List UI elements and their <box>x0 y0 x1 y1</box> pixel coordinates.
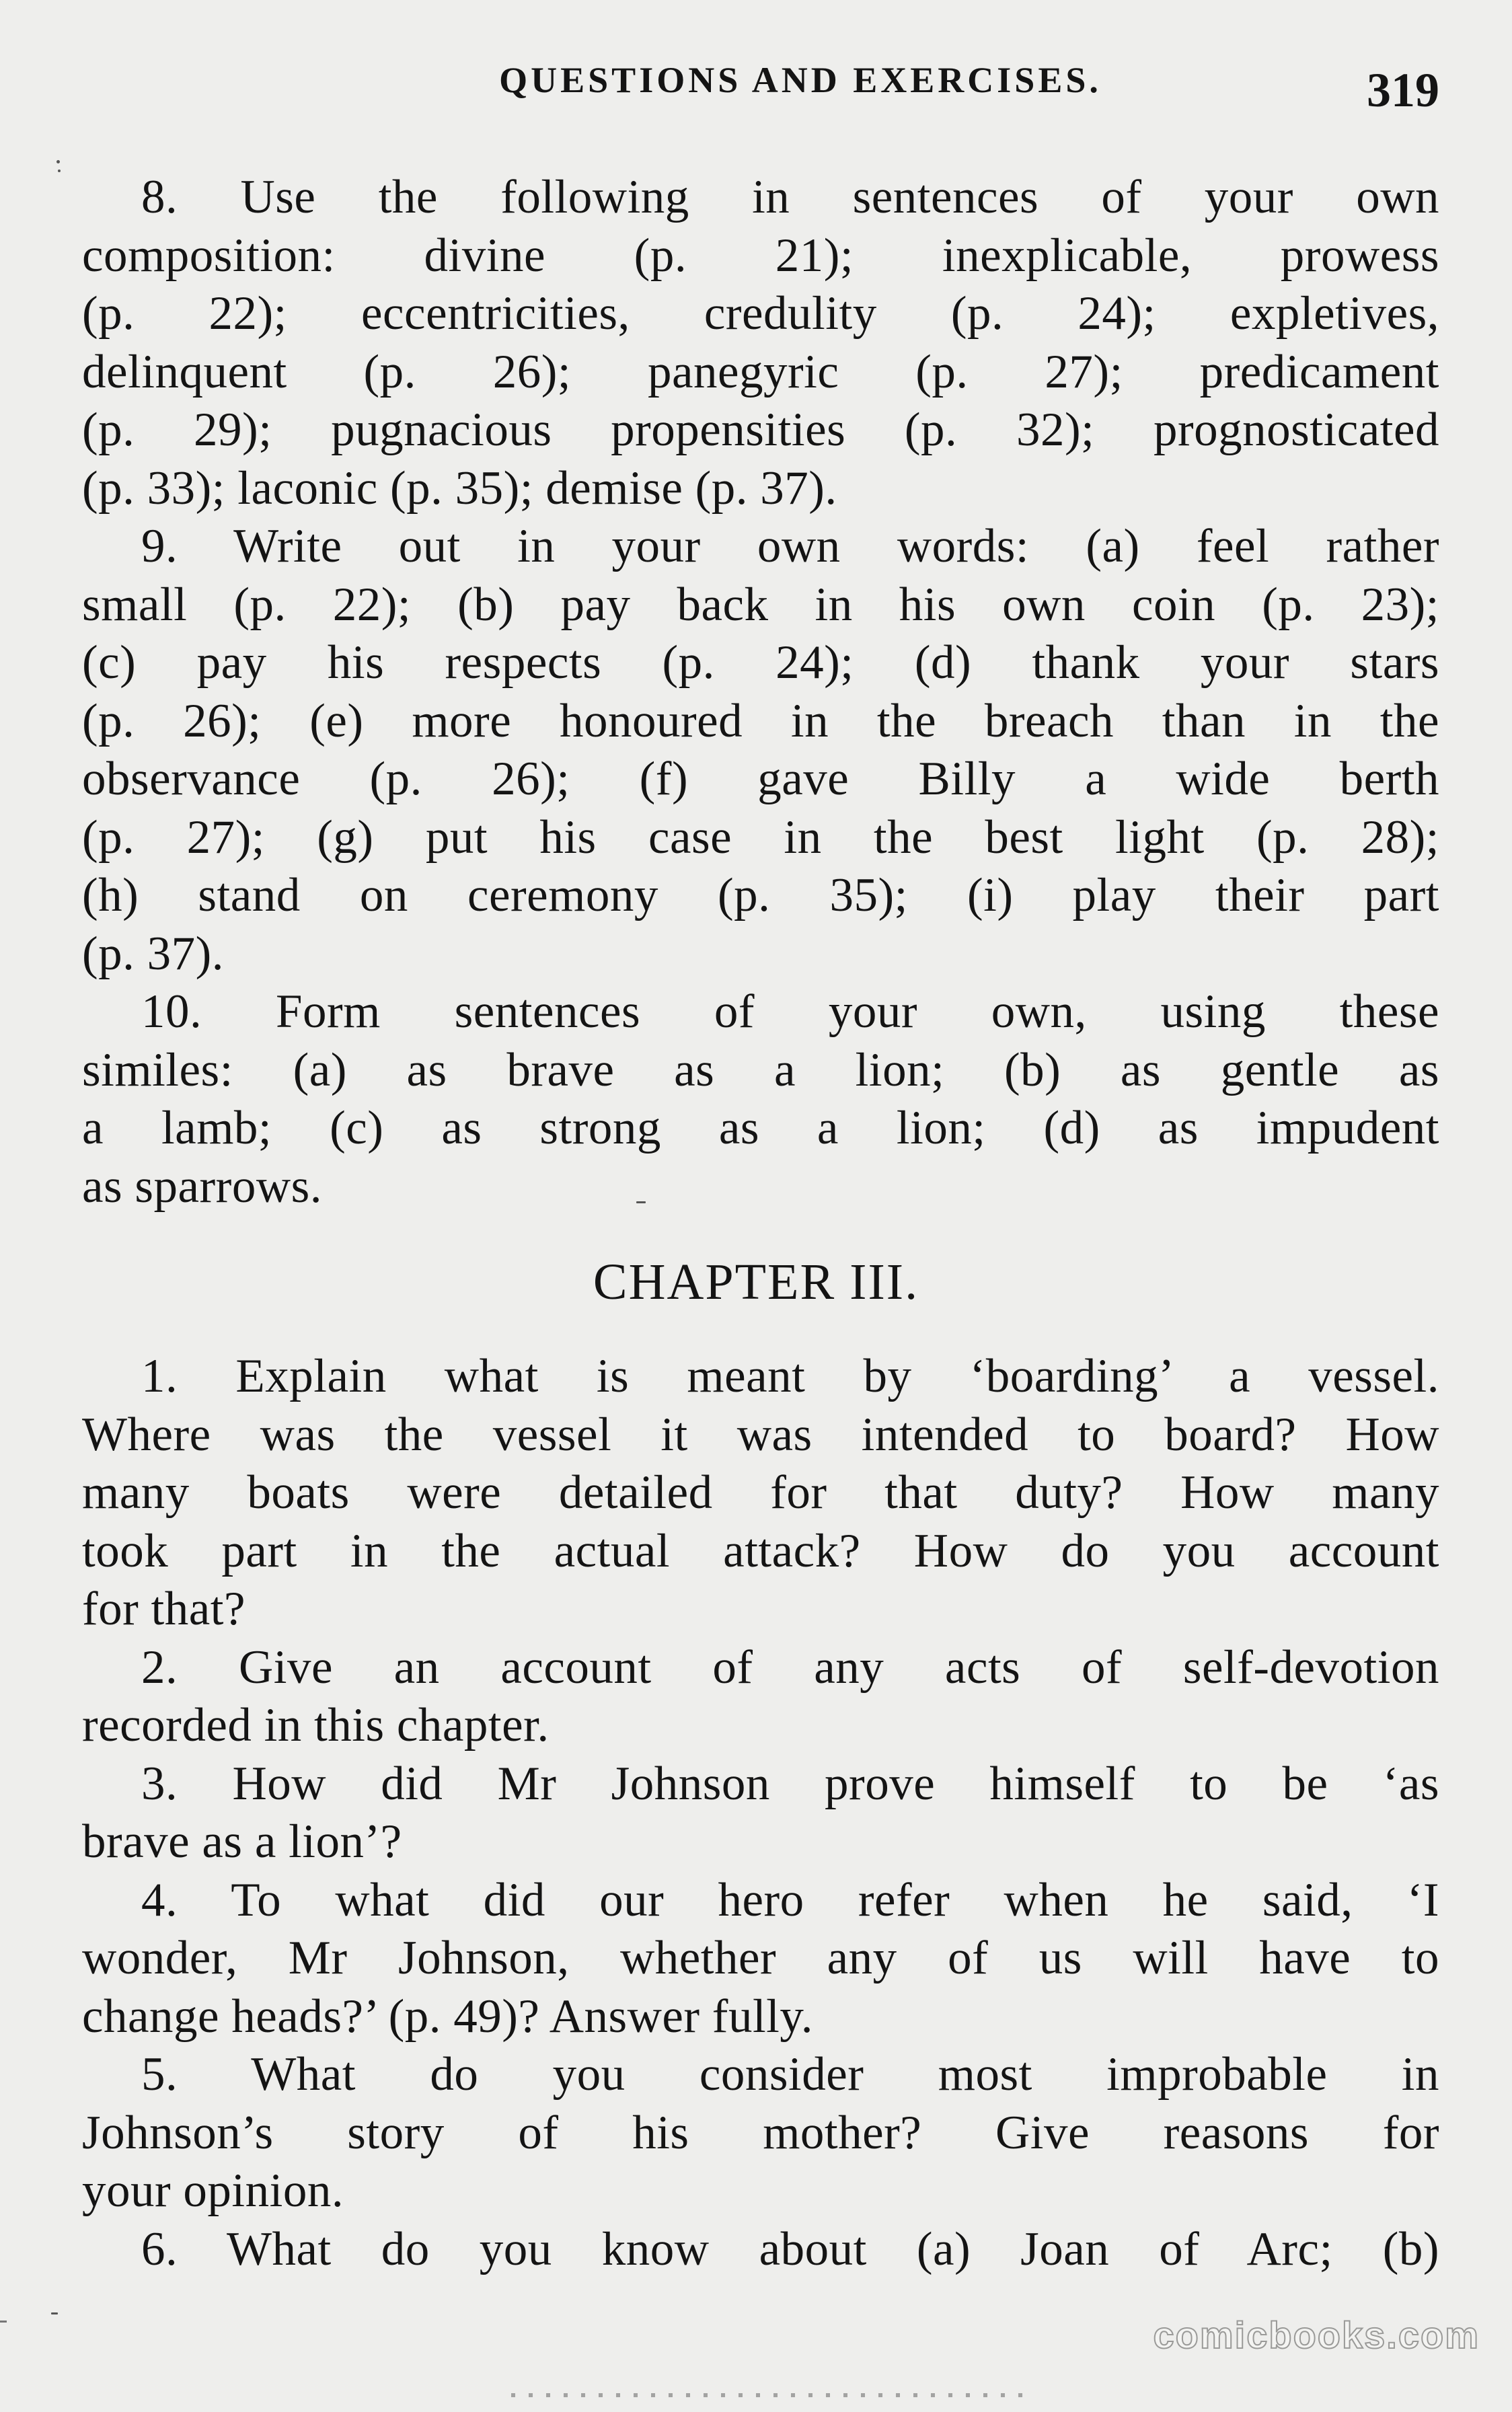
text-line: 8. Use the following in sentences of your own <box>141 171 1439 223</box>
text-line: 3. How did Mr Johnson prove himself to be ‘as <box>141 1757 1439 1810</box>
text-line: 9. Write out in your own words: (a) feel rather <box>141 520 1439 572</box>
running-title: QUESTIONS AND EXERCISES. <box>499 60 1102 100</box>
text-line: small (p. 22); (b) pay back in his own coin (p. 23); <box>82 578 1439 631</box>
text-line: 5. What do you consider most improbable in <box>141 2048 1439 2101</box>
text-line: (p. 29); pugnacious propensities (p. 32); prognosticated <box>82 404 1439 456</box>
exercises-chapter-ii-continued <box>82 168 1439 1215</box>
text-line: Where was the vessel it was intended to board? How <box>82 1408 1439 1461</box>
text-line: (p. 22); eccentricities, credulity (p. 24); expletives, <box>82 287 1439 340</box>
text-line: composition: divine (p. 21); inexplicable, prowess <box>82 229 1439 282</box>
watermark: comicbooks.com <box>1153 2314 1480 2356</box>
text-line: recorded in this chapter. <box>82 1699 550 1751</box>
text-line: as sparrows. <box>82 1160 322 1213</box>
scan-smudge <box>511 2393 1022 2397</box>
scan-speck <box>636 1201 646 1203</box>
text-line: 2. Give an account of any acts of self-devotion <box>141 1641 1439 1694</box>
text-line: Johnson’s story of his mother? Give reasons for <box>82 2106 1439 2159</box>
text-line: brave as a lion’? <box>82 1815 402 1868</box>
text-line: (p. 37). <box>82 927 225 980</box>
text-line: delinquent (p. 26); panegyric (p. 27); predicament <box>82 345 1439 398</box>
text-line: similes: (a) as brave as a lion; (b) as gentle as <box>82 1043 1439 1096</box>
text-line: (p. 33); laconic (p. 35); demise (p. 37). <box>82 461 837 515</box>
text-line: your opinion. <box>82 2164 344 2217</box>
text-line: (p. 26); (e) more honoured in the breach than in the <box>82 694 1439 747</box>
scan-mark <box>0 2321 7 2323</box>
text-line: observance (p. 26); (f) gave Billy a wide berth <box>82 753 1439 805</box>
text-line: (p. 27); (g) put his case in the best light (p. 28); <box>82 811 1439 864</box>
text-line: 10. Form sentences of your own, using these <box>141 985 1439 1038</box>
text-line: 6. What do you know about (a) Joan of Arc; (b) <box>141 2222 1439 2275</box>
scan-speck <box>56 160 60 163</box>
scan-speck <box>51 2312 58 2314</box>
text-line: 1. Explain what is meant by ‘boarding’ a vessel. <box>141 1350 1439 1402</box>
text-line: a lamb; (c) as strong as a lion; (d) as impudent <box>82 1102 1439 1154</box>
text-line: (c) pay his respects (p. 24); (d) thank your stars <box>82 636 1439 689</box>
scan-speck <box>58 169 61 172</box>
text-line: took part in the actual attack? How do you account <box>82 1524 1439 1577</box>
page-number: 319 <box>1367 63 1439 117</box>
exercises-chapter-iii <box>82 1347 1439 2278</box>
text-line: (h) stand on ceremony (p. 35); (i) play their part <box>82 869 1439 921</box>
text-line: 4. To what did our hero refer when he said, ‘I <box>141 1873 1439 1926</box>
text-line: many boats were detailed for that duty? How many <box>82 1466 1439 1519</box>
text-line: change heads?’ (p. 49)? Answer fully. <box>82 1990 814 2043</box>
text-line: wonder, Mr Johnson, whether any of us will have to <box>82 1932 1439 1984</box>
text-line: for that? <box>82 1583 246 1635</box>
chapter-heading: CHAPTER III. <box>593 1254 919 1310</box>
